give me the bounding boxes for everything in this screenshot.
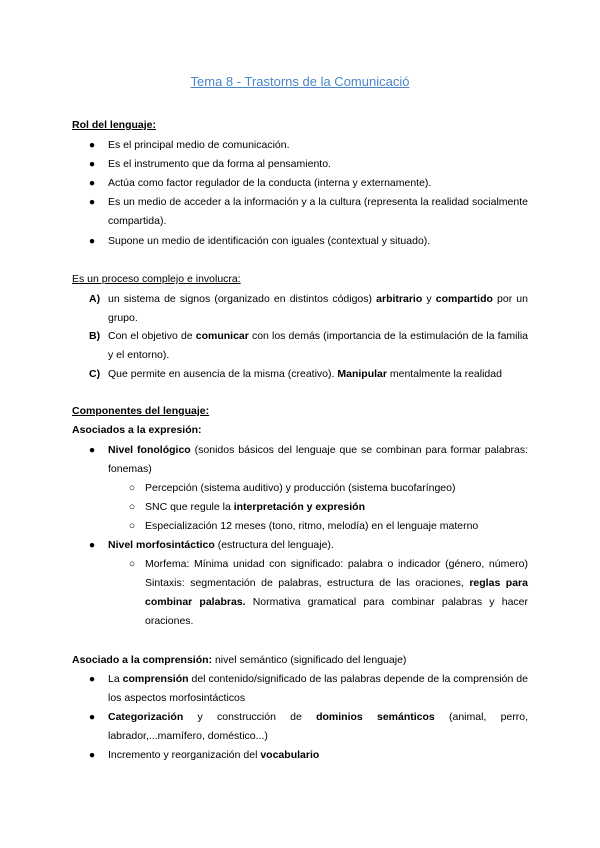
list-item: un sistema de signos (organizado en distintos códigos) arbitrario y compartido por un grupo. (108, 293, 528, 324)
bullet-icon: ● (88, 196, 96, 208)
list-item: Actúa como factor regulador de la conducta (interna y externamente). (108, 177, 432, 189)
bullet-icon: ● (88, 539, 96, 551)
list-item: Especialización 12 meses (tono, ritmo, melodía) en el lenguaje materno (145, 520, 479, 532)
list-item: Con el objetivo de comunicar con los demás (importancia de la estimulación de la familia y el entorno). (108, 330, 528, 361)
sub-bullet-icon: ○ (128, 558, 136, 570)
sub-bullet-icon: ○ (128, 482, 136, 494)
bullet-icon: ● (88, 139, 96, 151)
subheading-expresion: Asociados a la expresión: (72, 424, 202, 436)
section-heading-rol: Rol del lenguaje: (72, 119, 157, 131)
bullet-icon: ● (88, 749, 96, 761)
subheading-comprension: Asociado a la comprensión: nivel semántico (significado del lenguaje) (72, 654, 407, 666)
list-item: La comprensión del contenido/significado de las palabras depende de la comprensión de los aspectos morfosintácticos (108, 673, 528, 704)
list-item: SNC que regule la interpretación y expresión (145, 501, 366, 513)
list-label-b: B) (89, 330, 101, 342)
list-item: Es el instrumento que da forma al pensamiento. (108, 158, 331, 170)
list-label-a: A) (89, 293, 101, 305)
list-item: Supone un medio de identificación con iguales (contextual y situado). (108, 235, 431, 247)
list-item: Percepción (sistema auditivo) y producción (sistema bucofaríngeo) (145, 482, 456, 494)
page-title: Tema 8 - Trastorns de la Comunicació (190, 74, 410, 89)
section-heading-componentes: Componentes del lenguaje: (72, 405, 210, 417)
list-item: Nivel morfosintáctico (estructura del lenguaje). (108, 539, 334, 551)
bullet-icon: ● (88, 158, 96, 170)
bullet-icon: ● (88, 235, 96, 247)
list-item: Es el principal medio de comunicación. (108, 139, 290, 151)
sub-bullet-icon: ○ (128, 520, 136, 532)
bullet-icon: ● (88, 673, 96, 685)
list-label-c: C) (89, 368, 101, 380)
list-item: Es un medio de acceder a la información y a la cultura (representa la realidad socialmente compartida). (108, 196, 528, 227)
list-item: Morfema: Mínima unidad con significado: palabra o indicador (género, número) Sintaxis: segmentación de palabras, estructura de las oraciones, reglas para combinar palabras. Normativa gramatical para combinar palabras y hacer oraciones. (145, 558, 528, 627)
bullet-icon: ● (88, 177, 96, 189)
sub-bullet-icon: ○ (128, 501, 136, 513)
bullet-icon: ● (88, 444, 96, 456)
bullet-icon: ● (88, 711, 96, 723)
list-item: Que permite en ausencia de la misma (creativo). Manipular mentalmente la realidad (108, 368, 502, 380)
list-item: Nivel fonológico (sonidos básicos del lenguaje que se combinan para formar palabras: fonemas) (108, 444, 529, 475)
section-heading-proceso: Es un proceso complejo e involucra: (72, 273, 241, 285)
list-item: Incremento y reorganización del vocabulario (108, 749, 320, 761)
list-item: Categorización y construcción de dominios semánticos (animal, perro, labrador,...mamífero, doméstico...) (108, 711, 529, 742)
